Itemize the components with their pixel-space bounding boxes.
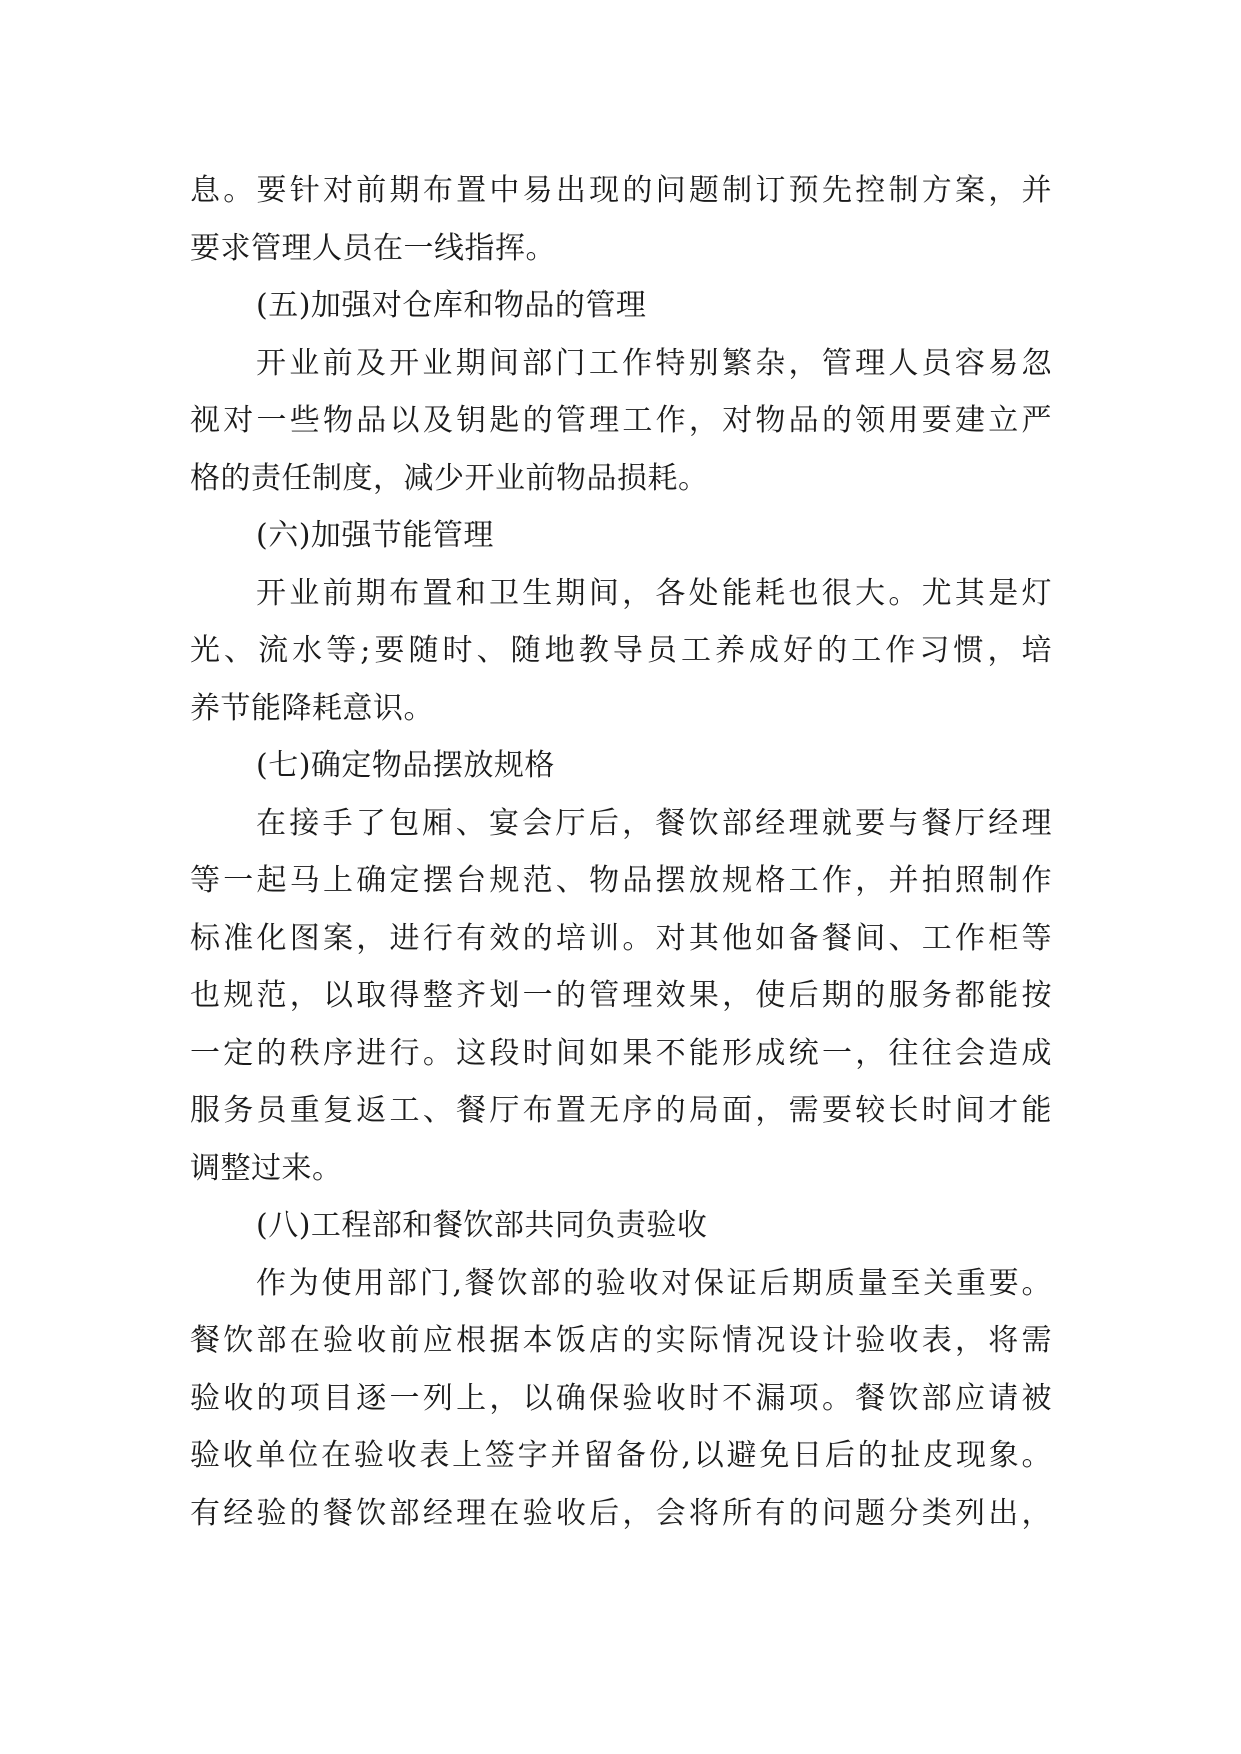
paragraph-line: 作为使用部门,餐饮部的验收对保证后期质量至关重要。 xyxy=(256,1265,1052,1301)
section-heading: (五)加强对仓库和物品的管理 xyxy=(256,288,647,323)
paragraph-line: 开业前及开业期间部门工作特别繁杂，管理人员容易忽 xyxy=(256,345,1052,381)
paragraph-line: 光、流水等;要随时、随地教导员工养成好的工作习惯，培 xyxy=(190,633,1052,668)
paragraph-line: 餐饮部在验收前应根据本饭店的实际情况设计验收表，将需 xyxy=(190,1323,1052,1358)
paragraph-line: 有经验的餐饮部经理在验收后，会将所有的问题分类列出， xyxy=(190,1495,1052,1531)
paragraph-line: 验收单位在验收表上签字并留备份,以避免日后的扯皮现象。 xyxy=(190,1438,1052,1473)
paragraph-line: 格的责任制度，减少开业前物品损耗。 xyxy=(190,460,709,496)
paragraph-line: 等一起马上确定摆台规范、物品摆放规格工作，并拍照制作 xyxy=(190,863,1052,898)
paragraph-line: 验收的项目逐一列上，以确保验收时不漏项。餐饮部应请被 xyxy=(190,1380,1052,1416)
paragraph-line: 一定的秩序进行。这段时间如果不能形成统一，往往会造成 xyxy=(190,1035,1052,1071)
section-heading: (七)确定物品摆放规格 xyxy=(256,748,555,783)
section-heading: (六)加强节能管理 xyxy=(256,518,494,553)
document-body xyxy=(190,162,1052,1542)
paragraph-line: 息。要针对前期布置中易出现的问题制订预先控制方案，并 xyxy=(190,173,1052,208)
paragraph-line: 也规范，以取得整齐划一的管理效果，使后期的服务都能按 xyxy=(190,978,1052,1013)
section-heading: (八)工程部和餐饮部共同负责验收 xyxy=(256,1208,708,1243)
paragraph-line: 养节能降耗意识。 xyxy=(190,690,434,726)
paragraph-line: 视对一些物品以及钥匙的管理工作，对物品的领用要建立严 xyxy=(190,403,1052,438)
paragraph-line: 标准化图案，进行有效的培训。对其他如备餐间、工作柜等 xyxy=(190,920,1052,956)
paragraph-line: 要求管理人员在一线指挥。 xyxy=(190,230,556,266)
paragraph-line: 服务员重复返工、餐厅布置无序的局面，需要较长时间才能 xyxy=(190,1093,1052,1128)
paragraph-line: 在接手了包厢、宴会厅后，餐饮部经理就要与餐厅经理 xyxy=(256,805,1052,841)
paragraph-line: 调整过来。 xyxy=(190,1150,343,1186)
paragraph-line: 开业前期布置和卫生期间，各处能耗也很大。尤其是灯 xyxy=(256,575,1052,611)
